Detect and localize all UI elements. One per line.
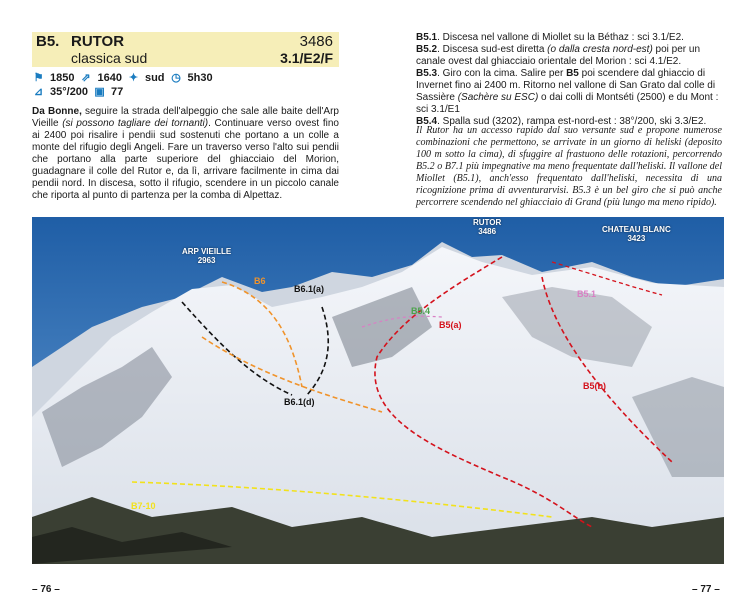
variant-tail: poi per un canale ovest dal ghiacciaio orientale del Morion : sci 4.1/E2. <box>416 44 701 67</box>
variant-b5-2 <box>416 44 722 68</box>
route-label-b7-10: B7-10 <box>131 501 156 511</box>
camera-icon: ▣ <box>94 86 105 98</box>
route-label-b6-1a: B6.1(a) <box>294 284 325 294</box>
up-down-arrows-icon: ⇗ <box>81 72 91 84</box>
peak-altitude: 3486 <box>478 227 497 236</box>
flag-icon: ⚑ <box>33 72 44 84</box>
route-altitude: 3486 <box>299 33 333 50</box>
stat-time: 5h30 <box>187 72 213 84</box>
route-name: RUTOR <box>71 33 125 50</box>
route-code: B5. <box>36 33 60 50</box>
peak-altitude: 3423 <box>627 234 646 243</box>
variant-italic: (o dalla cresta nord-est) <box>547 44 653 55</box>
variant-code: B5.2 <box>416 44 438 55</box>
peak-name: CHATEAU BLANC <box>602 225 671 234</box>
variant-tail: poi scendere dal ghiaccio di Invernet fino ai 2400 m. Ritorno nel vallone di San Grato dal colle di Sassière <box>416 68 716 103</box>
desc-italic-1: (si possono tagliare dei tornanti) <box>62 118 209 129</box>
route-grade: 3.1/E2/F <box>280 50 333 66</box>
compass-star-icon: ✦ <box>128 72 139 84</box>
route-label-b5b: B5(b) <box>583 381 606 391</box>
variant-text: . Giro con la cima. Salire per <box>437 68 567 79</box>
peak-name: RUTOR <box>473 218 502 227</box>
variant-text: . Discesa nel vallone di Miollet su la Béthaz : sci 3.1/E2. <box>437 32 684 43</box>
mountain-photo <box>32 217 724 564</box>
route-label-b6: B6 <box>254 276 266 286</box>
peak-label-chateau-blanc <box>602 225 671 243</box>
variant-bold: B5 <box>566 68 579 79</box>
route-description <box>32 106 339 202</box>
route-label-b5-4: B5.4 <box>411 306 431 316</box>
route-label-b5-1: B5.1 <box>577 289 597 299</box>
route-label-b5a: B5(a) <box>439 320 462 330</box>
route-header <box>32 32 339 67</box>
route-label-b6-1d: B6.1(d) <box>284 397 315 407</box>
route-subtitle: classica sud <box>71 50 148 66</box>
peak-label-rutor <box>473 218 501 236</box>
variant-b5-3 <box>416 68 722 116</box>
slope-icon: ⊿ <box>33 86 44 98</box>
stat-elevation: 1850 <box>50 72 75 84</box>
peak-altitude: 2963 <box>197 256 216 265</box>
italic-note: Il Rutor ha un accesso rapido dal suo versante sud e propone numerose combinazioni che permettono, se arrivate in un giorno di heliski (deposito 100 m sotto la cima), di sfuggire al frastuono delle rotazioni, percorrendo B5.2 o B7.1 più impegnative ma meno frequentate dall'heliski. Il vallone del Miollet (B5.1), anch'esso frequentato dall'heliski, necessita di una ricognizione prima di avventurarvisi. B5.3 è un bel giro che si può anche percorrere scendendo nel ghiacciaio di Grand (più lungo ma meno ripido). <box>416 125 722 208</box>
mountain-illustration <box>32 217 724 564</box>
variant-tail-2: o dai colli di Montséti (2500) e du Mont : sci 3.1/E1 <box>416 92 719 115</box>
peak-label-arp-vieille <box>182 247 231 265</box>
stat-ascent: 1640 <box>97 72 122 84</box>
stat-aspect: sud <box>144 72 165 84</box>
route-stats <box>32 71 213 99</box>
variant-b5-1 <box>416 32 722 44</box>
stat-route-no: 77 <box>111 86 124 98</box>
clock-icon: ◷ <box>171 72 181 84</box>
desc-lead: Da Bonne, <box>32 106 82 117</box>
variant-text: . Spalla sud (3202), rampa est-nord-est : 38°/200, ski 3.3/E2. <box>437 116 707 127</box>
desc-body-1: seguire la strada dell'alpeggio che sale alle baite dell'Arp Vieille <box>32 106 339 129</box>
page-number-right: – 77 – <box>692 584 720 595</box>
variant-text: . Discesa sud-est diretta <box>437 44 548 55</box>
variant-code: B5.1 <box>416 32 438 43</box>
variant-code: B5.4 <box>416 116 438 127</box>
desc-body-2: . Continuare verso ovest fino ai 2400 poi risalire i pendii sud sostenuti che portano a un colle a monte del rifugio degli Angeli. Fare un traverso verso l'alto sui pendii che portano alla parte superiore del ghiacciaio del Morion, guadagnare il colle del Rutor e, da lì, arrivare facilmente in cima dai pendii nord. In discesa, sotto il rifugio, scendere in un piccolo canale che riporta al punto di partenza per la comba di Alpettaz. <box>32 118 339 201</box>
peak-name: ARP VIEILLE <box>182 247 232 256</box>
variant-italic: (Sachère su ESC) <box>457 92 539 103</box>
variants-list <box>416 32 722 128</box>
stat-slope: 35°/200 <box>50 86 89 98</box>
page-number-left: – 76 – <box>32 584 60 595</box>
variant-code: B5.3 <box>416 68 438 79</box>
